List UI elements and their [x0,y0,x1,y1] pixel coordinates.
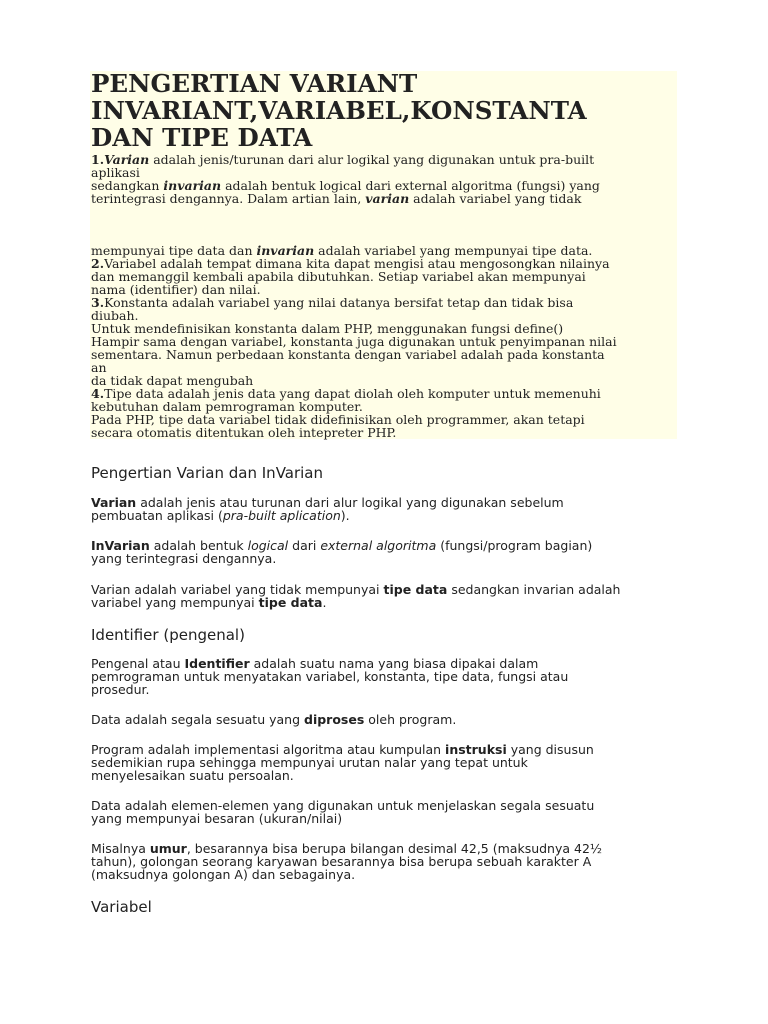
title-line-2: INVARIANT,VARIABEL,KONSTANTA [91,96,587,125]
box-point-2-line-2: dan memanggil kembali apabila dibutuhkan. Setiap variabel akan mempunyai [91,269,586,284]
program-definition-line-3: menyelesaikan suatu persoalan. [91,768,294,783]
box-point-1-line-4: terintegrasi dengannya. Dalam artian lain, varian adalah variabel yang tidak [91,191,582,206]
box-point-1-line-2: aplikasi [91,165,140,180]
box-point-3-line-3: Untuk mendefinisikan konstanta dalam PHP, menggunakan fungsi define() [91,321,564,336]
identifier-definition-line-3: prosedur. [91,682,150,697]
example-line-1: Misalnya umur, besarannya bisa berupa bilangan desimal 42,5 (maksudnya 42½ [91,841,603,856]
data-elements-line-2: yang mempunyai besaran (ukuran/nilai) [91,811,343,826]
varian-definition-line-1: Varian adalah jenis atau turunan dari alur logikal yang digunakan sebelum [91,495,564,510]
invarian-definition-line-1: InVarian adalah bentuk logical dari external algoritma (fungsi/program bagian) [91,538,593,553]
varian-definition-line-2: pembuatan aplikasi (pra-built aplication). [91,508,350,523]
box-point-1-line-1: 1.Varian adalah jenis/turunan dari alur logikal yang digunakan untuk pra-built [91,152,595,167]
data-elements-line-1: Data adalah elemen-elemen yang digunakan untuk menjelaskan segala sesuatu [91,798,595,813]
program-definition-line-1: Program adalah implementasi algoritma atau kumpulan instruksi yang disusun [91,742,594,757]
box-point-4-line-3: Pada PHP, tipe data variabel tidak didefinisikan oleh programmer, akan tetapi [91,412,585,427]
box-point-2-line-1: 2.Variabel adalah tempat dimana kita dapat mengisi atau mengosongkan nilainya [91,256,610,271]
title-line-3: DAN TIPE DATA [91,123,313,152]
box-point-4-line-4: secara otomatis ditentukan oleh intepreter PHP. [91,425,397,440]
section-heading-identifier: Identifier (pengenal) [91,626,245,644]
point-number-1: 1. [91,152,105,167]
box-point-3-line-4: Hampir sama dengan variabel, konstanta juga digunakan untuk penyimpanan nilai [91,334,617,349]
box-point-3-line-7: da tidak dapat mengubah [91,373,254,388]
box-point-3-line-1: 3.Konstanta adalah variabel yang nilai datanya bersifat tetap dan tidak bisa [91,295,574,310]
box-point-1-line-5: mempunyai tipe data dan invarian adalah variabel yang mempunyai tipe data. [91,243,593,258]
point-number-2: 2. [91,256,105,271]
box-point-1-line-3: sedangkan invarian adalah bentuk logical dari external algoritma (fungsi) yang [91,178,600,193]
box-point-3-line-6: an [91,360,107,375]
example-line-3: (maksudnya golongan A) dan sebagainya. [91,867,356,882]
point-number-4: 4. [91,386,105,401]
section-heading-variabel: Variabel [91,898,152,916]
box-point-3-line-2: diubah. [91,308,139,323]
varian-vs-invarian-line-1: Varian adalah variabel yang tidak mempunyai tipe data sedangkan invarian adalah [91,582,621,597]
box-point-4-line-2: kebutuhan dalam pemrograman komputer. [91,399,363,414]
section-heading-varian: Pengertian Varian dan InVarian [91,464,324,482]
data-definition: Data adalah segala sesuatu yang diproses oleh program. [91,712,457,727]
box-point-3-line-5: sementara. Namun perbedaan konstanta dengan variabel adalah pada konstanta [91,347,605,362]
box-point-4-line-1: 4.Tipe data adalah jenis data yang dapat diolah oleh komputer untuk memenuhi [91,386,601,401]
example-line-2: tahun), golongan seorang karyawan besarannya bisa berupa sebuah karakter A [91,854,592,869]
identifier-definition-line-1: Pengenal atau Identifier adalah suatu nama yang biasa dipakai dalam [91,656,539,671]
title-line-1: PENGERTIAN VARIANT [91,69,418,98]
invarian-definition-line-2: yang terintegrasi dengannya. [91,551,277,566]
identifier-definition-line-2: pemrograman untuk menyatakan variabel, konstanta, tipe data, fungsi atau [91,669,569,684]
box-point-2-line-3: nama (identifier) dan nilai. [91,282,261,297]
document-title [91,70,691,151]
point-number-3: 3. [91,295,105,310]
program-definition-line-2: sedemikian rupa sehingga mempunyai urutan nalar yang tepat untuk [91,755,528,770]
varian-vs-invarian-line-2: variabel yang mempunyai tipe data. [91,595,327,610]
